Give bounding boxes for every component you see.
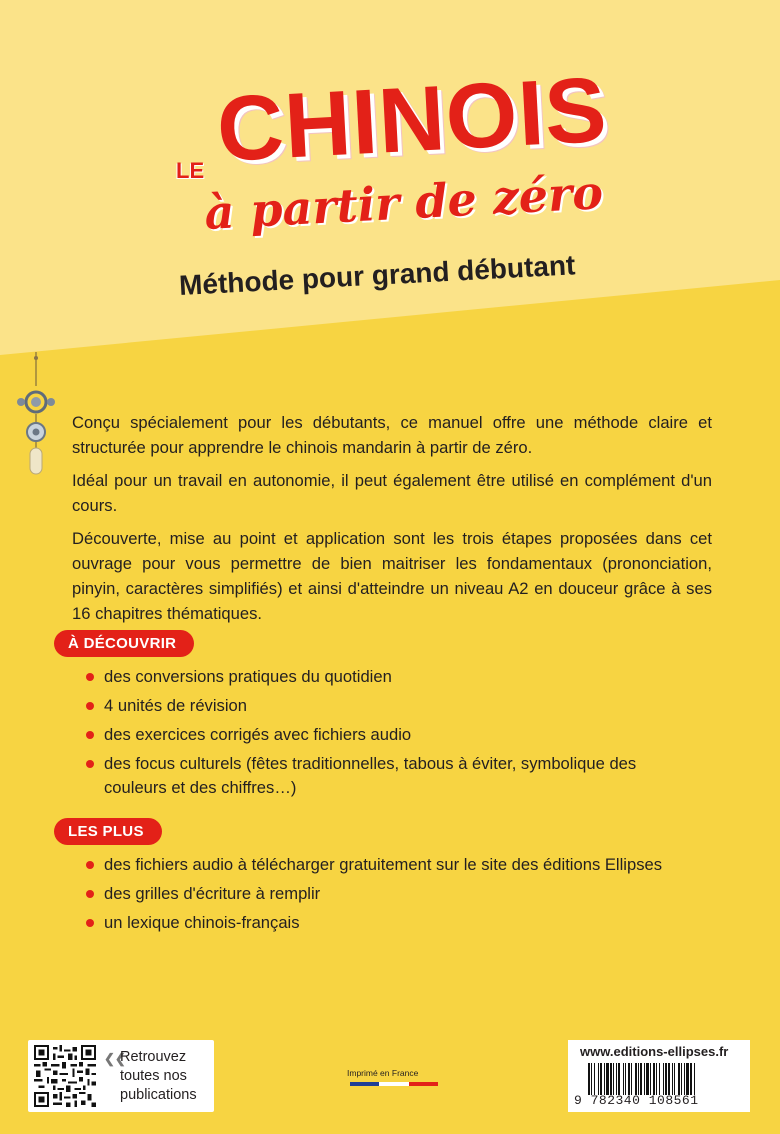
flag-blue-stripe [350, 1082, 379, 1086]
double-chevron-left-icon: ❮❮ [104, 1051, 126, 1066]
feature-list [86, 665, 732, 800]
list-item: des exercices corrigés avec fichiers audio [86, 723, 732, 747]
qr-caption-line: toutes nos [120, 1068, 187, 1084]
list-item: des focus culturels (fêtes traditionnelles, tabous à éviter, symbolique des couleurs et des chiffres…) [86, 752, 646, 800]
printed-in-france-label: Imprimé en France [347, 1068, 419, 1078]
section-label: LES PLUS [54, 818, 162, 845]
description-paragraph: Découverte, mise au point et application sont les trois étapes proposées dans cet ouvrage pour vous permettre de bien maitriser les fondamentaux (prononciation, pinyin, caractères simplifiés) et ainsi d'atteindre un niveau A2 en douceur grâce à ses 16 chapitres thématiques. [72, 529, 712, 623]
title-article: LE [176, 158, 205, 183]
qr-caption-line: publications [120, 1087, 197, 1103]
feature-list [86, 853, 732, 935]
qr-code-icon[interactable] [34, 1045, 96, 1107]
qr-caption [120, 1048, 197, 1105]
flag-white-stripe [379, 1082, 408, 1086]
list-item: 4 unités de révision [86, 694, 732, 718]
isbn-digits: 9 782340 108561 [574, 1093, 699, 1108]
list-item: des grilles d'écriture à remplir [86, 882, 732, 906]
qr-panel [28, 1040, 214, 1112]
flag-red-stripe [409, 1082, 438, 1086]
list-item: un lexique chinois-français [86, 911, 732, 935]
book-title-tagline: à partir de zéro [203, 165, 605, 240]
french-flag-strip [350, 1082, 438, 1086]
book-subtitle: Méthode pour grand débutant [178, 249, 577, 302]
description-paragraph: Conçu spécialement pour les débutants, ce manuel offre une méthode claire et structurée pour apprendre le chinois mandarin à partir de zéro. [72, 413, 712, 457]
barcode-icon [588, 1063, 740, 1095]
section-les-plus [52, 818, 732, 940]
section-label: À DÉCOUVRIR [54, 630, 194, 657]
book-title: CHINOIS [214, 58, 610, 182]
description-paragraph: Idéal pour un travail en autonomie, il peut également être utilisé en complément d'un cours. [72, 471, 712, 515]
section-a-decouvrir [52, 630, 732, 805]
chinese-knot-ornament-icon [16, 352, 56, 477]
barcode-panel [568, 1040, 750, 1112]
publisher-website-link[interactable]: www.editions-ellipses.fr [580, 1044, 729, 1059]
qr-caption-line: Retrouvez [120, 1049, 187, 1065]
description [72, 410, 712, 634]
list-item: des fichiers audio à télécharger gratuitement sur le site des éditions Ellipses [86, 853, 732, 877]
list-item: des conversions pratiques du quotidien [86, 665, 732, 689]
